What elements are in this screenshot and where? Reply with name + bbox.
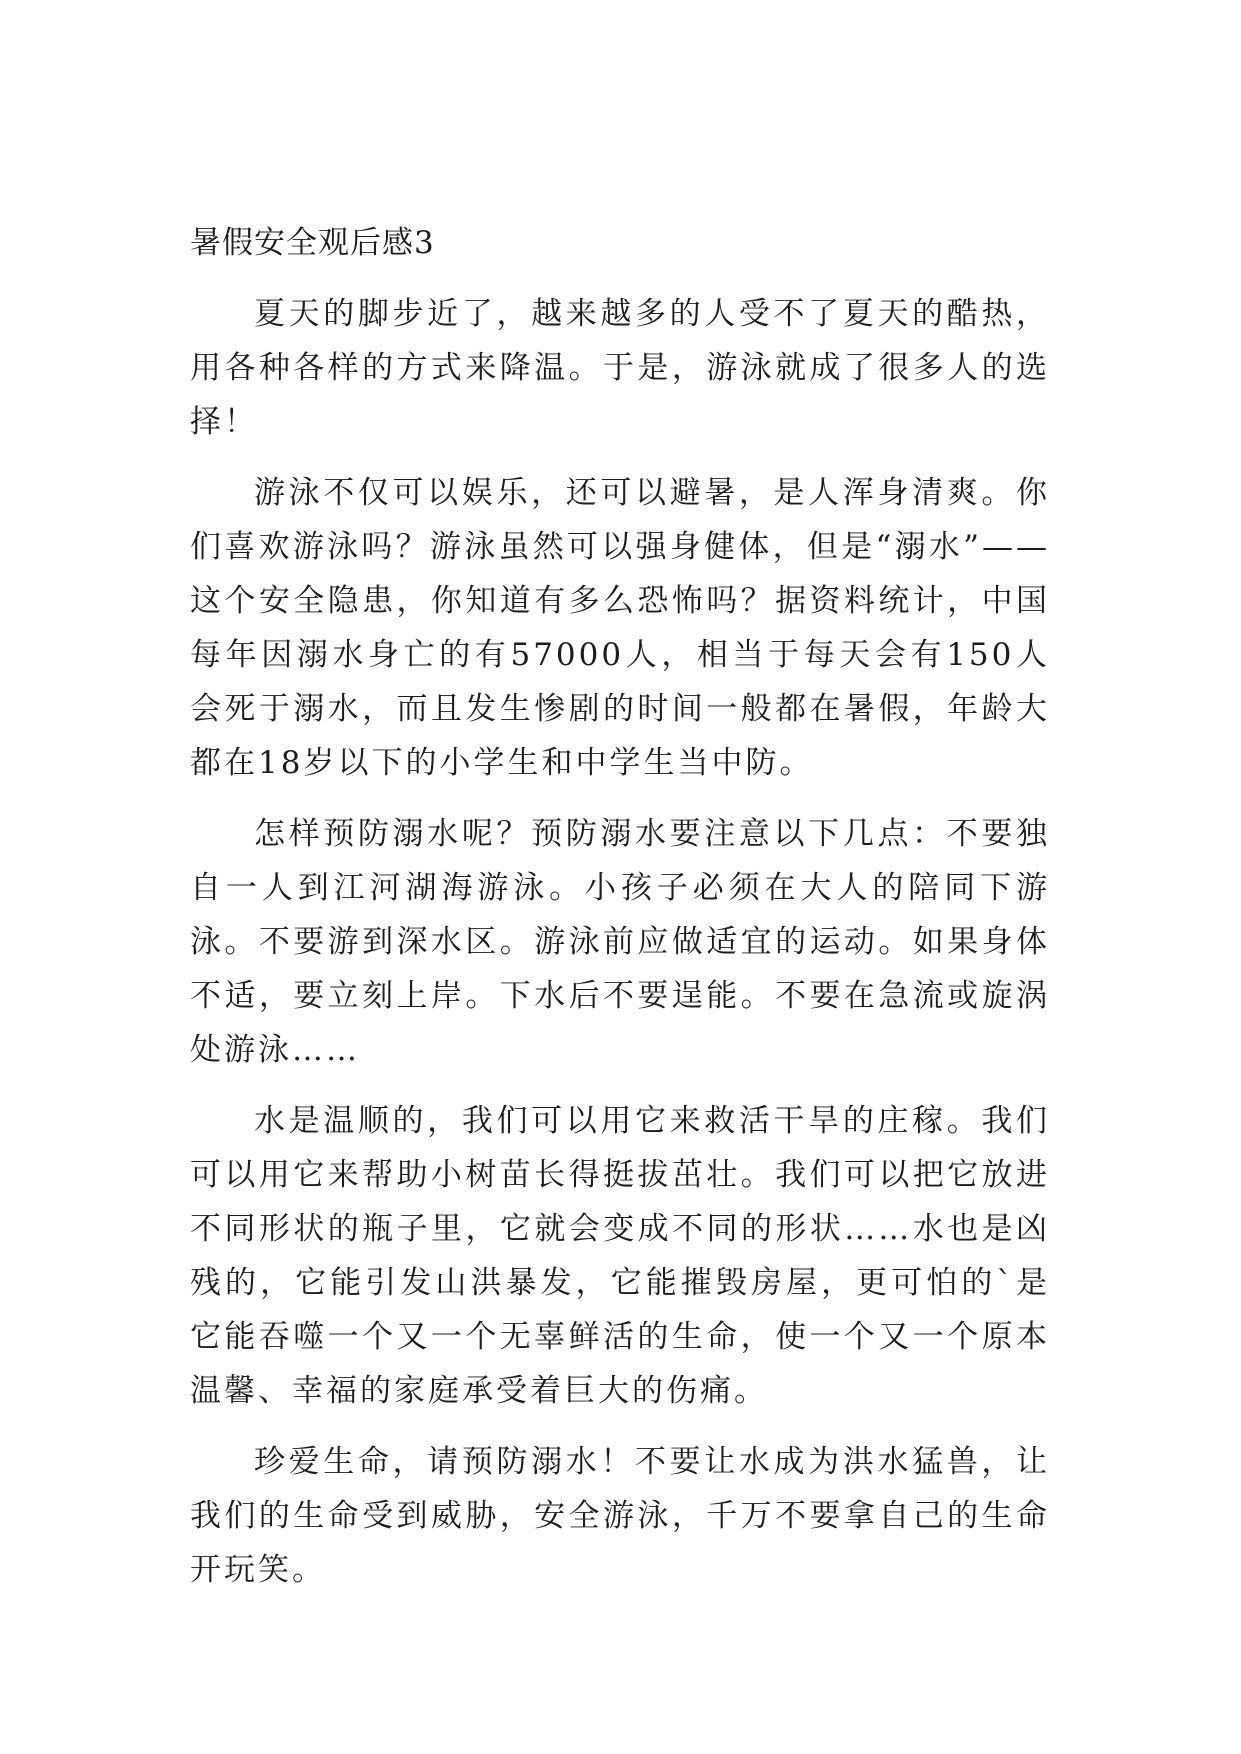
paragraph-intro: 夏天的脚步近了，越来越多的人受不了夏天的酷热，用各种各样的方式来降温。于是，游泳就成了很多人的选择！ [190,296,1050,440]
paragraph-prevention-tips: 怎样预防溺水呢？预防溺水要注意以下几点：不要独自一人到江河湖海游泳。小孩子必须在大人的陪同下游泳。不要游到深水区。游泳前应做适宜的运动。如果身体不适，要立刻上岸。下水后不要逞能。不要在急流或旋涡处游泳…… [190,816,1050,1068]
document-title: 暑假安全观后感3 [190,225,435,261]
paragraph-drowning-danger: 游泳不仅可以娱乐，还可以避暑，是人浑身清爽。你们喜欢游泳吗？游泳虽然可以强身健体，但是“溺水”——这个安全隐患，你知道有多么恐怖吗？据资料统计，中国每年因溺水身亡的有57000人，相当于每天会有150人会死于溺水，而且发生惨剧的时间一般都在暑假，年龄大都在18岁以下的小学生和中学生当中防。 [190,475,1050,781]
paragraph-water-nature: 水是温顺的，我们可以用它来救活干旱的庄稼。我们可以用它来帮助小树苗长得挺拔茁壮。我们可以把它放进不同形状的瓶子里，它就会变成不同的形状……水也是凶残的，它能引发山洪暴发，它能摧毁房屋，更可怕的`是它能吞噬一个又一个无辜鲜活的生命，使一个又一个原本温馨、幸福的家庭承受着巨大的伤痛。 [190,1103,1050,1409]
paragraph-conclusion: 珍爱生命，请预防溺水！不要让水成为洪水猛兽，让我们的生命受到威胁，安全游泳，千万不要拿自己的生命开玩笑。 [190,1444,1050,1588]
document-page [190,222,1050,1614]
